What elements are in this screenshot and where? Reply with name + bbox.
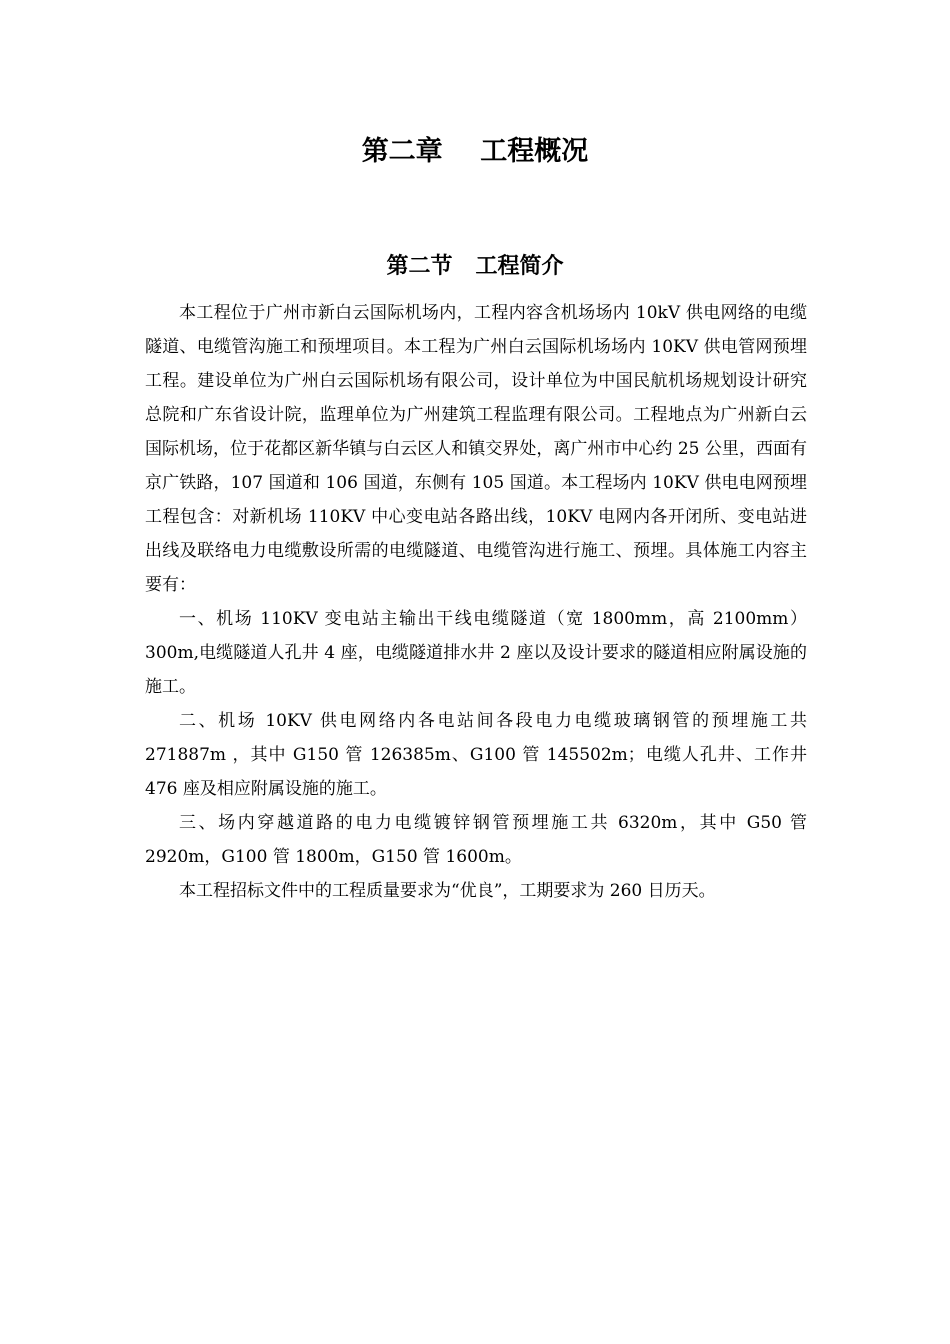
paragraph-overview: 本工程位于广州市新白云国际机场内，工程内容含机场场内 10kV 供电网络的电缆隧道、电缆管沟施工和预埋项目。本工程为广州白云国际机场场内 10KV 供电管网预埋工程。建设单位为广州白云国际机场有限公司，设计单位为中国民航机场规划设计研究总院和广东省设计院，监理单位为广州建筑工程监理有限公司。工程地点为广州新白云国际机场，位于花都区新华镇与白云区人和镇交界处，离广州市中心约 25 公里，西面有京广铁路，107 国道和 106 国道，东侧有 105 国道。本工程场内 10KV 供电电网预埋工程包含：对新机场 110KV 中心变电站各路出线，10KV 电网内各开闭所、变电站进出线及联络电力电缆敷设所需的电缆隧道、电缆管沟进行施工、预埋。具体施工内容主要有： — [145, 303, 807, 595]
section-title: 第二节 工程简介 — [386, 254, 564, 279]
paragraph-item-2: 二、机场 10KV 供电网络内各电站间各段电力电缆玻璃钢管的预埋施工共 271887m ，其中 G150 管 126385m、G100 管 145502m；电缆人孔井、工作井 476 座及相应附属设施的施工。 — [145, 711, 807, 799]
body-text — [145, 296, 807, 908]
chapter-title: 第二章 工程概况 — [361, 136, 589, 167]
paragraph-item-3: 三、场内穿越道路的电力电缆镀锌钢管预埋施工共 6320m，其中 G50 管 2920m，G100 管 1800m，G150 管 1600m。 — [145, 813, 807, 867]
paragraph-requirements: 本工程招标文件中的工程质量要求为“优良”，工期要求为 260 日历天。 — [179, 881, 716, 901]
paragraph-item-1: 一、机场 110KV 变电站主输出干线电缆隧道（宽 1800mm，高 2100mm）300m,电缆隧道人孔井 4 座，电缆隧道排水井 2 座以及设计要求的隧道相应附属设施的施工。 — [145, 609, 807, 697]
